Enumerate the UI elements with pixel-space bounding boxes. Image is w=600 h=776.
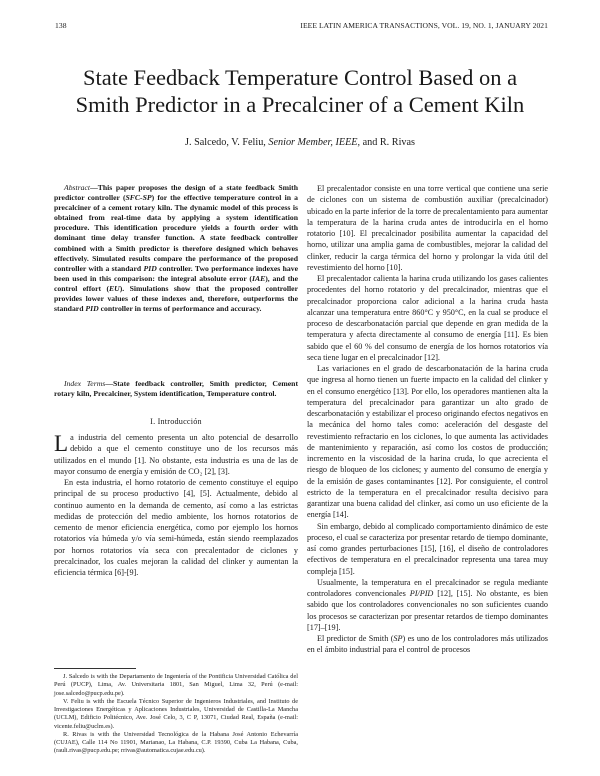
- right-paragraph-6a: El predictor de Smith (: [317, 634, 394, 643]
- paper-title: [0, 64, 600, 118]
- footnote-1: J. Salcedo is with the Departamento de Ingeniería of the Pontificia Universidad Católica del Perú (PUCP), Lima, Av. Universitaria 1801, San Miguel, Lima 32, Perú (e-mail: jose.salcedo@pucp.edu.pe).: [54, 673, 298, 697]
- right-paragraph-6-sp: SP: [393, 634, 403, 643]
- abstract-text-3: controller. Two performance indexes have been used in this comparison: the integral absolute error (: [54, 263, 298, 283]
- abstract-text-4: ), and the control effort (: [54, 273, 298, 293]
- right-paragraph-5: [307, 577, 548, 633]
- right-paragraph-4: Sin embargo, debido al complicado comportamiento dinámico de este proceso, el cual se caracteriza por presentar retardo de tiempo dominante, así como grandes perturbaciones [15], [16], el diseño de controladores efectivos de temperatura en el precalcinador representa una tarea muy compleja [15].: [307, 521, 548, 576]
- right-paragraph-5-pipid: PI/PID: [409, 589, 434, 598]
- index-terms: Index Terms—State feedback controller, Smith predictor, Cement rotary kiln, Precalciner, System identification, Temperature control.: [54, 379, 299, 399]
- abstract-text-1: This paper proposes the design of a state feedback Smith predictor controller (: [54, 183, 298, 203]
- abstract-pid: PID: [143, 263, 157, 273]
- title-line-2: Smith Predictor in a Precalciner of a Cement Kiln: [75, 92, 525, 117]
- footnotes: [54, 673, 298, 756]
- journal-header: IEEE LATIN AMERICA TRANSACTIONS, VOL. 19, NO. 1, JANUARY 2021: [300, 21, 548, 30]
- page-number: 138: [55, 21, 67, 30]
- footnote-3: R. Rivas is with the Universidad Tecnológica de la Habana José Antonio Echevarría (CUJAE), Calle 114 No 11901, Marianao, La Habana, C.P. 19390, Cuba La Habana, Cuba, (rauli.rivas@pucp.edu.pe; rrivas@automatica.cujae.edu.cu).: [54, 730, 298, 755]
- authors-first: J. Salcedo, V. Feliu,: [185, 137, 266, 148]
- abstract-sfcsp: SFC-SP: [125, 193, 152, 203]
- right-paragraph-3: Las variaciones en el grado de descarbonatación de la harina cruda que ingresa al horno tienen un fuerte impacto en la calidad del clinker y en el consumo energético [13]. Por ello, los operadores mantienen alta la temperatura del precalcinador para garantizar un alto grado de descarbonatación y estabilizar el proceso originando efectos negativos en la mecánica del horno tales como: aceleración del desgaste del revestimiento refractario en los ciclones, lo que aumenta las actividades de mantenimiento y reparación, así como los costos de producción; incremento en la viscosidad de la harina cruda, lo que acrecienta el riesgo de bloqueo de los ciclones; y aumento del consumo de energía y de la emisión de gases contaminantes [12]. Por consiguiente, el control estricto de la temperatura en el precalcinador resulta decisivo para garantizar una buena calidad del clinker, así como un uso eficiente de la energía [14].: [307, 364, 548, 520]
- right-column-body: [307, 183, 548, 656]
- right-paragraph-5c: [12], [15]. No obstante, es bien sabido que los controladores convencionales no son suficientes cuando los procesos se caracterizan por presentar retardos de tiempo dominantes [17]–[19].: [307, 589, 548, 632]
- abstract-text-2: ) for the effective temperature control in a precalciner of a cement rotary kiln. The dynamic model of this process is obtained from real-time data by applying a system identification procedure. This identification procedure yields a fourth order with dominant time delay transfer function. A state feedback controller combined with a Smith predictor is therefore designed which behaves effectively. Simulated results compare the performance of the proposed controller with a standard: [54, 193, 299, 273]
- drop-cap: L: [54, 431, 69, 456]
- introduction-body: [54, 432, 298, 578]
- author-membership: Senior Member, IEEE,: [268, 137, 361, 148]
- abstract-text-6: controller in terms of performance and accuracy.: [98, 304, 262, 314]
- abstract-text-5: ). Simulations show that the proposed controller provides lower values of these indexes and, therefore, outperforms the standard: [54, 283, 298, 314]
- title-line-1: State Feedback Temperature Control Based on a: [82, 65, 518, 90]
- right-paragraph-2: El precalentador calienta la harina cruda utilizando los gases calientes procedentes del horno rotatorio y del precalcinador, mientras que el precalcinador proporciona calor adicional a la harina cruda hasta alcanzar una temperatura entre 860°C y 950°C, en la cual se produce el proceso de descarbonatación parcial que depende en gran medida de la temperatura y afecta directamente al consumo de energía [11]. Es bien sabido que el 60 % del consumo de energía de los hornos rotatorios vía seca tiene lugar en el precalcinador [12].: [307, 274, 548, 362]
- section-heading-intro: I. Introducción: [150, 417, 202, 426]
- footnote-rule: [54, 668, 136, 669]
- author-line: [0, 137, 600, 148]
- abstract-iae: IAE: [252, 273, 266, 283]
- authors-last: and R. Rivas: [362, 137, 415, 148]
- footnote-2: V. Feliu is with the Escuela Técnico Superior de Ingenieros Industriales, and Instituto de Investigaciones Energéticas y Aplicaciones Industriales, Universidad de Castilla-La Mancha (UCLM), Edificio Politécnico, Ave. José Celo, 3, C P, 13071, Ciudad Real, España (e-mail: vicente.feliu@uclm.es).: [54, 697, 298, 730]
- right-paragraph-6: [307, 633, 548, 656]
- abstract-label: Abstract: [64, 183, 91, 192]
- intro-paragraph-1: a industria del cemento presenta un alto potencial de desarrollo debido a que el cemento constituye uno de los recursos más utilizados en el mundo [1]. No obstante, esta industria es una de las de mayor consumo de energía y emisión de CO₂ [2], [3].: [54, 433, 298, 476]
- right-paragraph-6c: ) es uno de los controladores más utilizados en el ámbito industrial para el control de procesos: [307, 634, 548, 655]
- index-terms-label: Index Terms: [64, 379, 106, 388]
- right-paragraph-1: El precalentador consiste en una torre vertical que contiene una serie de ciclones con un sistema de combustión auxiliar (precalcinador) ubicado en la parte inferior de la torre de precalentamiento para aumentar la temperatura de la harina cruda antes de introducirla en el horno rotatorio [10]. El precalcinador posibilita aumentar la capacidad del horno, utilizar una amplia gama de combustibles, mejorar la calidad del clinker, reducir la carga térmica del horno y prolongar la vida útil del revestimiento del horno [10].: [307, 184, 548, 272]
- abstract-pid-2: PID: [85, 304, 99, 314]
- right-paragraph-5a: Usualmente, la temperatura en el precalcinador se regula mediante controladores convencionales: [307, 577, 548, 598]
- index-terms-text: State feedback controller, Smith predictor, Cement rotary kiln, Precalciner, System identification, Temperature control.: [54, 379, 299, 399]
- abstract-eu: EU: [109, 283, 120, 293]
- intro-paragraph-2: En esta industria, el horno rotatorio de cemento constituye el equipo principal de su proceso productivo [4], [5]. Actualmente, debido al continuo aumento en la demanda de cemento, así como a las estrictas medidas de protección del medio ambiente, los hornos rotatorios de cemento de menor eficiencia energética, como por ejemplo los hornos rotatorios vía húmeda y/o vía semi-húmeda, están siendo reemplazados por hornos rotatorios vía seca con precalentador de ciclones y precalcinador, los cuales mejoran la calidad del clinker y aumentan la eficiencia térmica [6]-[9].: [54, 478, 298, 577]
- abstract: Abstract—This paper proposes the design of a state feedback Smith predictor controller (SFC-SP) for the effective temperature control in a precalciner of a cement rotary kiln. The dynamic model of this process is obtained from real-time data by applying a system identification procedure. This identification procedure yields a fourth order with dominant time delay transfer function. A state feedback controller combined with a Smith predictor is therefore designed which behaves effectively. Simulated results compare the performance of the proposed controller with a standard PID controller. Two performance indexes have been used in this comparison: the integral absolute error (IAE), and the control effort (EU). Simulations show that the proposed controller provides lower values of these indexes and, therefore, outperforms the standard PID controller in terms of performance and accuracy.: [54, 183, 299, 314]
